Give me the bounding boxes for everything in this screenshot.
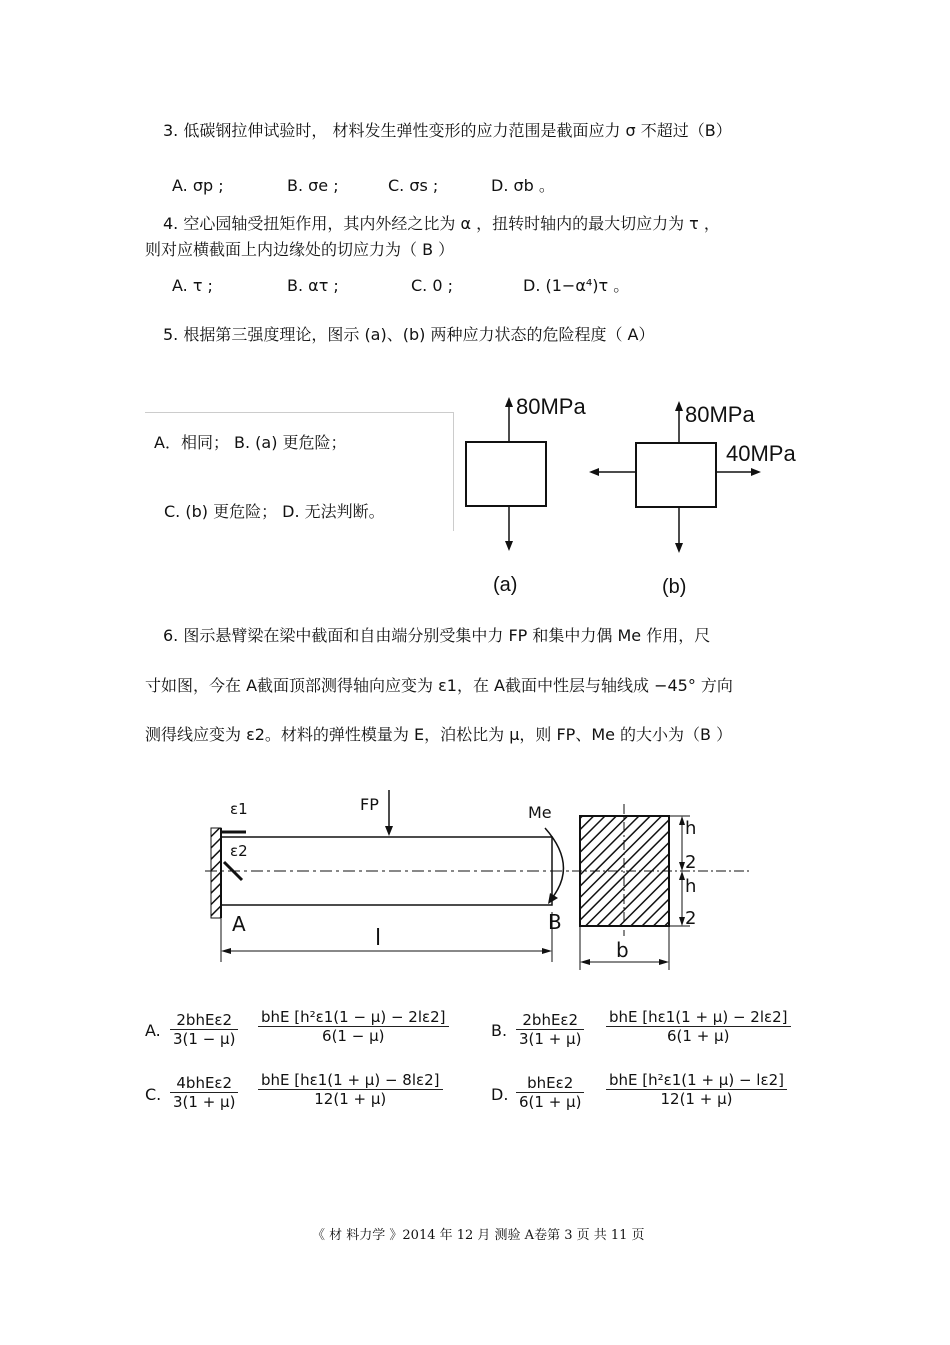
q5-options-line2: C. (b) 更危险； D. 无法判断。 (164, 502, 385, 521)
q3-option-c: C. σs ; (388, 176, 439, 195)
fig-fp-label: FP (360, 795, 379, 814)
fig-b-end-label: B (548, 910, 562, 934)
moment-me-arrow (545, 828, 563, 898)
fig-a-caption: (a) (493, 574, 518, 596)
fig-two-top: 2 (685, 852, 697, 873)
fixed-support (211, 828, 221, 918)
element-a-square (466, 442, 546, 506)
fig-eps1-label: ε1 (230, 800, 248, 818)
q3-option-d: D. σb 。 (491, 176, 555, 195)
fig-b-side-label: 40MPa (726, 441, 796, 466)
answer-a-frac1: 2bhEε2 3(1 − μ) (170, 1011, 238, 1048)
q6-stem-line1: 6. 图示悬臂梁在梁中截面和自由端分别受集中力 FP 和集中力偶 Me 作用，尺 (163, 626, 711, 645)
q6-stem-line3: 测得线应变为 ε2。材料的弹性模量为 E，泊松比为 μ，则 FP、Me 的大小为（B ） (145, 725, 733, 744)
q5-options-line1: A．相同； B. (a) 更危险； (154, 433, 347, 452)
fig-b-top-label: 80MPa (685, 402, 755, 427)
q4-option-a: A. τ ; (172, 276, 213, 295)
q4-option-c: C. 0 ; (411, 276, 453, 295)
cantilever-beam-figure (200, 790, 760, 975)
answer-d-letter: D. (491, 1085, 509, 1104)
fig-b-caption: (b) (662, 576, 687, 598)
answer-b-frac1: 2bhEε2 3(1 + μ) (516, 1011, 584, 1048)
fig-two-bottom: 2 (685, 908, 697, 929)
fig-a-top-label: 80MPa (516, 394, 586, 419)
q4-option-d: D. (1−α⁴)τ 。 (523, 276, 630, 295)
element-b-square (636, 443, 716, 507)
answer-b-letter: B. (491, 1021, 508, 1040)
answer-c-frac2: bhE [hε1(1 + μ) − 8lε2] 12(1 + μ) (258, 1071, 443, 1108)
fig-me-label: Me (528, 803, 552, 822)
fig-h-top: h (685, 818, 697, 839)
answer-d-frac2: bhE [h²ε1(1 + μ) − lε2] 12(1 + μ) (606, 1071, 787, 1108)
q4-option-b: B. ατ ; (287, 276, 339, 295)
answer-c-letter: C. (145, 1085, 162, 1104)
fig-h-bottom: h (685, 876, 697, 897)
fig-a-end-label: A (232, 912, 246, 936)
fig-eps2-label: ε2 (230, 842, 248, 860)
answer-c-frac1: 4bhEε2 3(1 + μ) (170, 1074, 238, 1111)
answer-a-frac2: bhE [h²ε1(1 − μ) − 2lε2] 6(1 − μ) (258, 1008, 449, 1045)
q3-stem: 3. 低碳钢拉伸试验时， 材料发生弹性变形的应力范围是截面应力 σ 不超过（B） (163, 121, 732, 140)
q3-option-b: B. σe ; (287, 176, 339, 195)
q4-stem-line1: 4. 空心园轴受扭矩作用，其内外经之比为 α ，扭转时轴内的最大切应力为 τ ， (163, 214, 720, 233)
answer-a-letter: A. (145, 1021, 161, 1040)
answer-b-frac2: bhE [hε1(1 + μ) − 2lε2] 6(1 + μ) (606, 1008, 791, 1045)
q4-stem-line2: 则对应横截面上内边缘处的切应力为（ B ） (145, 240, 455, 259)
q3-option-a: A. σp ; (172, 176, 224, 195)
page-footer: 《 材 料力学 》2014 年 12 月 测验 A卷第 3 页 共 11 页 (312, 1228, 645, 1243)
fig-width-label: b (616, 938, 629, 962)
q6-stem-line2: 寸如图，今在 A截面顶部测得轴向应变为 ε1，在 A截面中性层与轴线成 −45° 方向 (145, 676, 733, 695)
q5-stem: 5. 根据第三强度理论，图示 (a)、(b) 两种应力状态的危险程度（ A） (163, 325, 655, 344)
answer-d-frac1: bhEε2 6(1 + μ) (516, 1074, 584, 1111)
fig-length-label: l (375, 926, 382, 951)
beam-body (221, 837, 552, 905)
